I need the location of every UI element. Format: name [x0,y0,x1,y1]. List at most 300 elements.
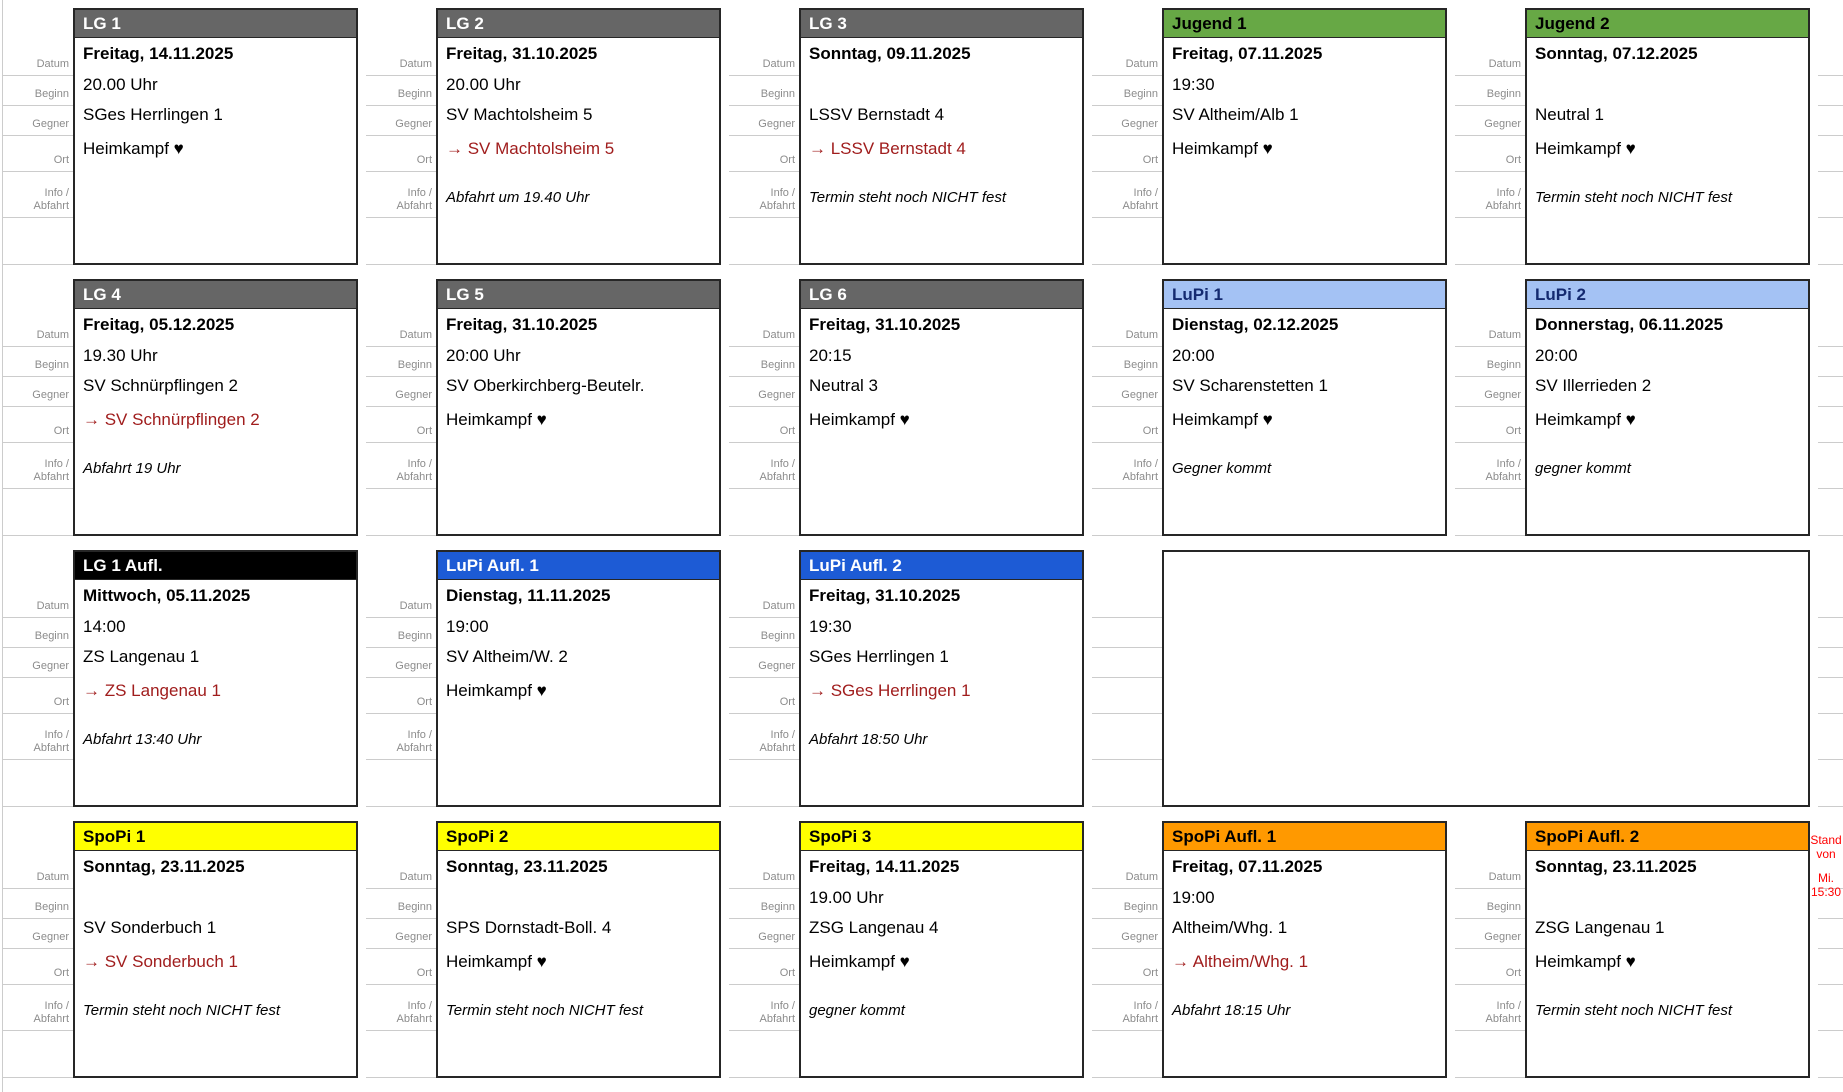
field-label-beginn: Beginn [729,618,799,648]
gutter-line [1818,648,1843,678]
field-label-beginn: Beginn [729,347,799,377]
field-label-ort: Ort [1092,407,1162,443]
team-cell [1455,821,1818,1092]
team-cell [3,821,366,1092]
field-label-info-abfahrt: Info / Abfahrt [366,443,436,489]
match-time: 14:00 [83,617,126,636]
spacer [1164,981,1445,995]
gutter-line [1818,949,1843,985]
team-name: LG 4 [75,281,356,309]
field-label-gutter [729,821,799,1078]
match-time: 19.30 Uhr [83,346,158,365]
field-label-info-abfahrt: Info / Abfahrt [729,714,799,760]
gutter-tail [1092,1031,1162,1078]
opponent: SV Machtolsheim 5 [446,105,593,124]
gutter-line [1818,985,1843,1031]
field-label-gutter [729,550,799,807]
field-label-datum: Datum [366,859,436,889]
team-cell [1455,8,1818,279]
gutter-header-spacer [1818,8,1843,46]
gutter-line [1818,760,1843,807]
team-card [1525,821,1810,1078]
gutter-header-spacer [1092,279,1162,317]
field-label-beginn: Beginn [1455,889,1525,919]
gutter-line [1818,714,1843,760]
field-label-gutter [1455,8,1525,265]
gutter-tail [1455,489,1525,536]
field-label-datum: Datum [3,46,73,76]
location: Heimkampf ♥ [83,139,184,158]
info-note: Termin steht noch NICHT fest [446,1001,644,1019]
spacer [75,168,356,182]
match-date: Freitag, 14.11.2025 [83,44,234,63]
gutter-tail [729,489,799,536]
location: → SGes Herrlingen 1 [809,681,971,700]
field-label-datum: Datum [366,588,436,618]
gutter-header-spacer [1455,8,1525,46]
field-label-info-abfahrt: Info / Abfahrt [729,985,799,1031]
info-note [438,453,719,483]
field-label-gegner: Gegner [3,106,73,136]
gutter-line [1818,919,1843,949]
gutter-header-spacer [729,279,799,317]
field-label-datum: Datum [3,588,73,618]
gutter-line [1818,407,1843,443]
info-note: gegner kommt [809,1001,905,1019]
info-note: Abfahrt 19 Uhr [83,459,181,477]
field-label-gutter [1092,821,1162,1078]
opponent: SV Oberkirchberg-Beutelr. [446,376,645,395]
gutter-header-spacer [3,8,73,46]
field-label-gutter [3,8,73,265]
spacer [438,981,719,995]
info-note: Termin steht noch NICHT fest [83,1001,281,1019]
gutter-tail [1455,1031,1525,1078]
field-label-datum: Datum [1455,46,1525,76]
field-label-ort: Ort [366,949,436,985]
field-label-ort [1092,678,1162,714]
info-note: Abfahrt 18:15 Uhr [1172,1001,1291,1019]
field-label-info-abfahrt: Info / Abfahrt [729,443,799,489]
field-label-gegner: Gegner [1455,377,1525,407]
spacer [1164,439,1445,453]
match-time: 20:00 Uhr [446,346,521,365]
team-name: SpoPi 1 [75,823,356,851]
gutter-header-spacer [366,279,436,317]
team-card [799,821,1084,1078]
location: Heimkampf ♥ [1535,410,1636,429]
team-card [73,821,358,1078]
field-label-gutter [366,279,436,536]
match-date: Freitag, 05.12.2025 [83,315,235,334]
gutter-tail [3,218,73,265]
field-label-info-abfahrt: Info / Abfahrt [3,443,73,489]
match-date: Sonntag, 07.12.2025 [1535,44,1698,63]
match-date: Sonntag, 23.11.2025 [1535,857,1697,876]
gutter-header-spacer [729,821,799,859]
match-date: Freitag, 14.11.2025 [809,857,960,876]
team-card [1162,821,1447,1078]
match-time [75,883,356,913]
opponent: ZS Langenau 1 [83,647,200,666]
gutter-tail [3,489,73,536]
gutter-tail [729,218,799,265]
location: Heimkampf ♥ [1172,139,1273,158]
field-label-gegner: Gegner [1455,919,1525,949]
field-label-ort: Ort [366,678,436,714]
field-label-gegner: Gegner [729,377,799,407]
field-label-datum: Datum [366,46,436,76]
team-card [73,550,358,807]
team-card [799,550,1084,807]
field-label-ort: Ort [729,949,799,985]
spacer [1810,861,1842,871]
location: → Altheim/Whg. 1 [1172,952,1309,971]
field-label-gutter [3,279,73,536]
field-label-gegner [1092,648,1162,678]
field-label-ort: Ort [366,407,436,443]
match-date: Freitag, 31.10.2025 [809,315,961,334]
location: Heimkampf ♥ [1172,410,1273,429]
spacer [75,439,356,453]
match-time: 19:30 [1172,75,1215,94]
gutter-tail [366,760,436,807]
team-card [1162,8,1447,265]
field-label-datum [1092,588,1162,618]
field-label-ort: Ort [1092,949,1162,985]
team-name: LuPi 2 [1527,281,1808,309]
field-label-ort: Ort [3,407,73,443]
field-label-gegner: Gegner [729,106,799,136]
team-cell [729,279,1092,550]
gutter-line [1818,317,1843,347]
match-date: Donnerstag, 06.11.2025 [1535,315,1724,334]
team-cell [3,550,366,821]
location: → SV Sonderbuch 1 [83,952,238,971]
info-note: Gegner kommt [1172,459,1272,477]
gutter-header-spacer [3,550,73,588]
opponent: SV Illerrieden 2 [1535,376,1652,395]
location: Heimkampf ♥ [446,410,547,429]
team-name: LG 3 [801,10,1082,38]
team-card [436,8,721,265]
field-label-info-abfahrt: Info / Abfahrt [1092,172,1162,218]
field-label-info-abfahrt [1092,714,1162,760]
field-label-gegner: Gegner [3,919,73,949]
info-note: Termin steht noch NICHT fest [1535,1001,1733,1019]
location: → SV Schnürpflingen 2 [83,410,260,429]
match-time: 19:30 [809,617,852,636]
field-label-beginn: Beginn [1092,76,1162,106]
field-label-datum: Datum [1455,317,1525,347]
team-cell [729,550,1092,821]
field-label-gegner: Gegner [1092,377,1162,407]
match-date: Freitag, 07.11.2025 [1172,44,1323,63]
spacer [1527,439,1808,453]
match-date: Sonntag, 23.11.2025 [83,857,245,876]
match-date: Freitag, 07.11.2025 [1172,857,1323,876]
field-label-info-abfahrt: Info / Abfahrt [1092,985,1162,1031]
last-updated-note [1810,833,1842,899]
field-label-info-abfahrt: Info / Abfahrt [3,172,73,218]
field-label-gutter [366,550,436,807]
team-name: LG 2 [438,10,719,38]
field-label-ort: Ort [729,136,799,172]
field-label-beginn: Beginn [3,618,73,648]
team-cell [729,821,1092,1092]
opponent: ZSG Langenau 1 [1535,918,1665,937]
info-note [1164,182,1445,212]
field-label-ort: Ort [1455,136,1525,172]
team-cell [366,8,729,279]
field-label-gutter [3,821,73,1078]
team-cell [366,279,729,550]
gutter-line [1818,1031,1843,1078]
match-time: 19:00 [1172,888,1215,907]
team-name: SpoPi 2 [438,823,719,851]
empty-slot-cell [1092,550,1818,821]
info-note: Abfahrt 18:50 Uhr [809,730,928,748]
team-name: SpoPi Aufl. 1 [1164,823,1445,851]
field-label-info-abfahrt: Info / Abfahrt [1455,172,1525,218]
spacer [1527,981,1808,995]
info-note: Termin steht noch NICHT fest [1535,188,1733,206]
gutter-tail [366,489,436,536]
field-label-info-abfahrt: Info / Abfahrt [1455,443,1525,489]
match-time [1527,70,1808,100]
field-label-beginn: Beginn [1092,889,1162,919]
opponent: SV Sonderbuch 1 [83,918,217,937]
field-label-gegner: Gegner [366,919,436,949]
field-label-beginn: Beginn [1092,347,1162,377]
edge-gutter [1818,279,1843,536]
match-time: 20.00 Uhr [446,75,521,94]
location: Heimkampf ♥ [809,410,910,429]
team-name: LG 5 [438,281,719,309]
match-time [1527,883,1808,913]
gutter-header-spacer [366,550,436,588]
location: Heimkampf ♥ [809,952,910,971]
opponent: SGes Herrlingen 1 [83,105,223,124]
gutter-line [1818,678,1843,714]
opponent: LSSV Bernstadt 4 [809,105,945,124]
schedule-board [2,0,1843,1092]
match-date: Sonntag, 09.11.2025 [809,44,971,63]
spacer [801,168,1082,182]
team-cell [729,8,1092,279]
field-label-gegner: Gegner [3,377,73,407]
team-card [1162,279,1447,536]
field-label-gegner: Gegner [366,106,436,136]
opponent: SPS Dornstadt-Boll. 4 [446,918,612,937]
team-cell [3,279,366,550]
field-label-gutter [1092,279,1162,536]
team-card [73,279,358,536]
field-label-beginn: Beginn [3,889,73,919]
field-label-gegner: Gegner [729,648,799,678]
match-time: 20:00 [1535,346,1578,365]
gutter-header-spacer [366,821,436,859]
field-label-info-abfahrt: Info / Abfahrt [366,985,436,1031]
spacer [1527,168,1808,182]
team-cell [1455,279,1818,550]
gutter-header-spacer [1818,279,1843,317]
empty-slot [1162,550,1810,807]
field-label-beginn: Beginn [1455,76,1525,106]
field-label-beginn: Beginn [1455,347,1525,377]
edge-gutter [1818,550,1843,807]
field-label-datum: Datum [366,317,436,347]
gutter-line [1818,443,1843,489]
spacer [801,981,1082,995]
field-label-datum: Datum [3,859,73,889]
field-label-gegner: Gegner [729,919,799,949]
spacer [801,710,1082,724]
field-label-gegner: Gegner [1455,106,1525,136]
team-name: LG 1 [75,10,356,38]
field-label-ort: Ort [3,949,73,985]
team-card [436,550,721,807]
gutter-line [1818,172,1843,218]
field-label-gegner: Gegner [3,648,73,678]
team-card [73,8,358,265]
team-cell [1092,279,1455,550]
match-time [438,883,719,913]
gutter-line [1818,377,1843,407]
last-updated-line: 15:30 [1810,885,1842,899]
match-time: 20.00 Uhr [83,75,158,94]
match-time [801,70,1082,100]
spacer [438,710,719,724]
field-label-beginn: Beginn [3,347,73,377]
field-label-gutter [1092,8,1162,265]
team-cell [366,550,729,821]
edge-gutter [1818,8,1843,265]
field-label-gegner: Gegner [366,377,436,407]
field-label-datum: Datum [729,46,799,76]
location: → LSSV Bernstadt 4 [809,139,966,158]
gutter-header-spacer [3,821,73,859]
team-cell [366,821,729,1092]
team-cell [1092,821,1455,1092]
field-label-ort: Ort [1455,949,1525,985]
field-label-beginn: Beginn [366,618,436,648]
opponent: ZSG Langenau 4 [809,918,939,937]
match-date: Dienstag, 11.11.2025 [446,586,611,605]
field-label-gutter [729,279,799,536]
field-label-gegner: Gegner [1092,919,1162,949]
gutter-line [1818,489,1843,536]
gutter-line [1818,588,1843,618]
field-label-beginn: Beginn [366,347,436,377]
last-updated-line: Mi. [1818,871,1834,885]
gutter-tail [1455,218,1525,265]
field-label-ort: Ort [3,678,73,714]
field-label-gutter [1092,550,1162,807]
match-date: Freitag, 31.10.2025 [809,586,961,605]
gutter-tail [1092,218,1162,265]
gutter-line [1818,136,1843,172]
field-label-beginn: Beginn [729,889,799,919]
spacer [438,168,719,182]
gutter-tail [366,1031,436,1078]
field-label-beginn: Beginn [729,76,799,106]
field-label-datum: Datum [729,588,799,618]
team-cell [3,8,366,279]
spacer [75,710,356,724]
gutter-tail [1092,489,1162,536]
match-time: 19:00 [446,617,489,636]
match-date: Mittwoch, 05.11.2025 [83,586,251,605]
field-label-datum: Datum [729,317,799,347]
field-label-ort: Ort [1455,407,1525,443]
gutter-header-spacer [1818,550,1843,588]
opponent: SV Altheim/W. 2 [446,647,568,666]
gutter-header-spacer [1092,8,1162,46]
field-label-gutter [729,8,799,265]
field-label-info-abfahrt: Info / Abfahrt [1092,443,1162,489]
field-label-gutter [1455,279,1525,536]
field-label-datum: Datum [3,317,73,347]
gutter-tail [366,218,436,265]
team-name: LuPi Aufl. 2 [801,552,1082,580]
gutter-tail [729,760,799,807]
last-updated-line: Stand [1810,833,1842,847]
field-label-ort: Ort [729,407,799,443]
field-label-gutter [366,821,436,1078]
gutter-tail [3,1031,73,1078]
match-date: Dienstag, 02.12.2025 [1172,315,1339,334]
gutter-header-spacer [1455,821,1525,859]
field-label-gegner: Gegner [366,648,436,678]
spacer [438,439,719,453]
match-time: 20:00 [1172,346,1215,365]
team-name: LG 6 [801,281,1082,309]
gutter-line [1818,46,1843,76]
match-date: Freitag, 31.10.2025 [446,44,598,63]
info-note [75,182,356,212]
team-name: LG 1 Aufl. [75,552,356,580]
field-label-info-abfahrt: Info / Abfahrt [3,985,73,1031]
spacer [75,981,356,995]
field-label-info-abfahrt: Info / Abfahrt [1455,985,1525,1031]
match-date: Freitag, 31.10.2025 [446,315,598,334]
team-cell [1092,8,1455,279]
gutter-tail [3,760,73,807]
field-label-info-abfahrt: Info / Abfahrt [3,714,73,760]
team-name: LuPi Aufl. 1 [438,552,719,580]
match-date: Sonntag, 23.11.2025 [446,857,608,876]
field-label-gutter [1455,821,1525,1078]
field-label-gegner: Gegner [1092,106,1162,136]
field-label-datum: Datum [1092,859,1162,889]
gutter-header-spacer [729,550,799,588]
team-card [1525,8,1810,265]
team-card [436,821,721,1078]
field-label-datum: Datum [1092,46,1162,76]
location: Heimkampf ♥ [1535,139,1636,158]
location: → SV Machtolsheim 5 [446,139,615,158]
opponent: SGes Herrlingen 1 [809,647,949,666]
field-label-ort: Ort [1092,136,1162,172]
spacer [801,439,1082,453]
gutter-header-spacer [1455,279,1525,317]
match-time: 20:15 [809,346,852,365]
opponent: Altheim/Whg. 1 [1172,918,1288,937]
location: Heimkampf ♥ [446,681,547,700]
gutter-line [1818,618,1843,648]
field-label-beginn: Beginn [366,76,436,106]
